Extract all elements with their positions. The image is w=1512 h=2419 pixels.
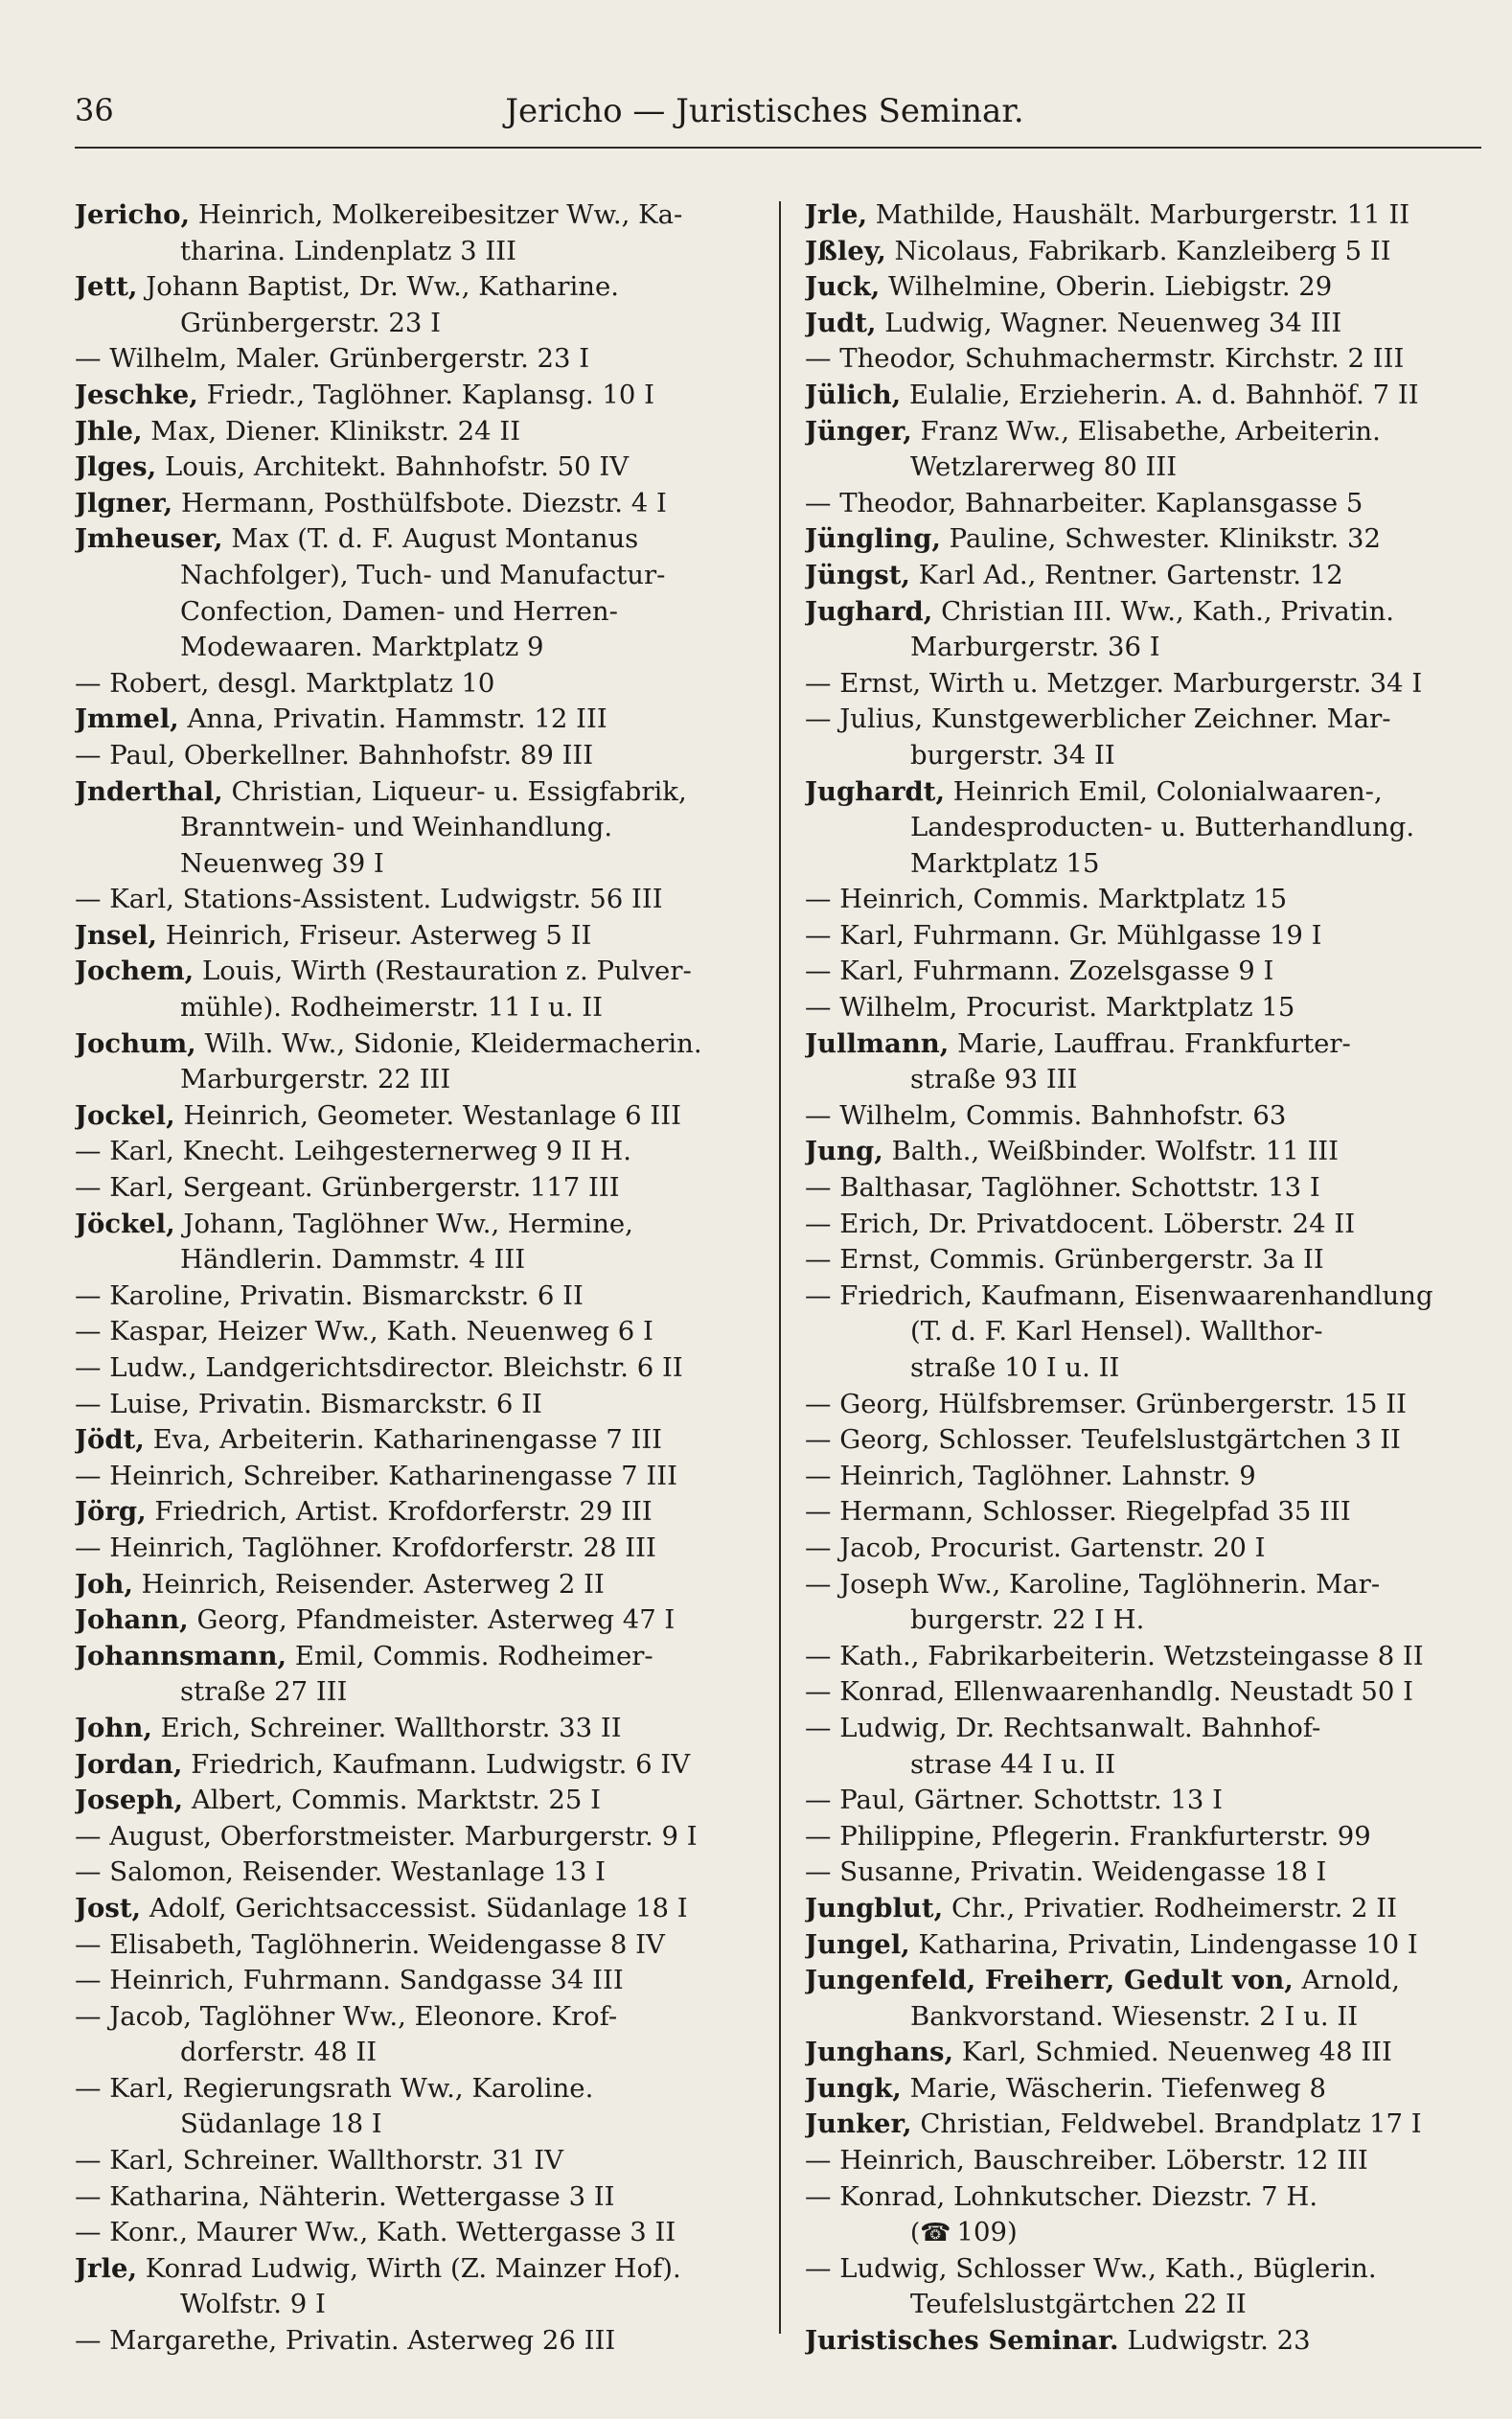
directory-entry-line — [805, 1207, 1480, 1243]
entry-text: Marie, Wäscherin. Tiefenweg 8 — [909, 2072, 1326, 2104]
directory-entry-line — [805, 1170, 1480, 1207]
entry-text: Georg, Pfandmeister. Asterweg 47 I — [196, 1604, 676, 1636]
entry-text: Christian III. Ww., Kath., Privatin. — [941, 595, 1395, 627]
entry-text: Georg, Hülfsbremser. Grünbergerstr. 15 II — [839, 1388, 1407, 1419]
entry-name: Jrle, — [805, 199, 868, 230]
directory-entry-line — [805, 1279, 1480, 1315]
page-header — [75, 92, 1455, 150]
entry-name: Jochum, — [75, 1027, 196, 1059]
directory-entry — [75, 1602, 755, 1639]
entry-text: Wolfstr. 9 I — [180, 2289, 326, 2320]
directory-entry-line — [75, 1674, 755, 1711]
entry-text: Heinrich, Molkereibesitzer Ww., Ka- — [197, 199, 683, 230]
directory-entry-line — [75, 1459, 755, 1495]
directory-entry-line — [805, 954, 1480, 990]
entry-text: Karoline, Privatin. Bismarckstr. 6 II — [109, 1279, 584, 1311]
entry-text: Eulalie, Erzieherin. A. d. Bahnhöf. 7 II — [908, 379, 1419, 410]
entry-text: (T. d. F. Karl Hensel). Wallthor- — [910, 1316, 1323, 1348]
directory-entry-line — [75, 1134, 755, 1170]
entry-text: Modewaaren. Marktplatz 9 — [180, 632, 544, 663]
directory-entry-line — [805, 1314, 1480, 1350]
entry-text: Karl, Stations-Assistent. Ludwigstr. 56 III — [109, 884, 663, 915]
entry-text: Christian, Feldwebel. Brandplatz 17 I — [920, 2108, 1422, 2140]
entry-name: Jöckel, — [75, 1208, 175, 1239]
directory-entry-line — [75, 1999, 755, 2036]
directory-entry-line — [75, 630, 755, 666]
entry-name: Juck, — [805, 271, 881, 303]
entry-text: Karl, Sergeant. Grünbergerstr. 117 III — [109, 1172, 620, 1204]
directory-entry-line — [805, 990, 1480, 1026]
entry-name: Jhle, — [75, 415, 143, 447]
entry-text: Marktplatz 15 — [910, 847, 1100, 879]
directory-entry-line — [75, 1279, 755, 1315]
directory-entry-line — [805, 2251, 1480, 2288]
directory-entry — [805, 1927, 1480, 1964]
directory-entry-line — [805, 1062, 1480, 1098]
directory-entry — [805, 594, 1480, 631]
directory-entry-line — [805, 1350, 1480, 1387]
entry-name: Jnderthal, — [75, 775, 223, 807]
directory-entry — [805, 2107, 1480, 2143]
entry-text: burgerstr. 22 I H. — [910, 1604, 1145, 1636]
directory-entry — [75, 378, 755, 414]
directory-entry — [75, 1567, 755, 1603]
entry-text: Max, Diener. Klinikstr. 24 II — [150, 415, 521, 447]
entry-name: Jughard, — [805, 595, 933, 627]
directory-entry — [805, 306, 1480, 342]
directory-entry-line — [75, 1170, 755, 1207]
entry-name: Jungblut, — [805, 1892, 944, 1924]
entry-text: Wilhelm, Commis. Bahnhofstr. 63 — [839, 1099, 1287, 1131]
entry-text: Theodor, Schuhmachermstr. Kirchstr. 2 III — [839, 343, 1405, 375]
entry-text: Anna, Privatin. Hammstr. 12 III — [187, 703, 607, 735]
entry-text: Karl, Schmied. Neuenweg 48 III — [961, 2037, 1392, 2068]
entry-text: Wetzlarerweg 80 III — [910, 451, 1178, 483]
directory-entry-line — [75, 2179, 755, 2216]
entry-text: Julius, Kunstgewerblicher Zeichner. Mar- — [839, 703, 1391, 735]
entry-name: Juristisches Seminar. — [805, 2325, 1119, 2357]
entry-text: dorferstr. 48 II — [180, 2037, 378, 2068]
entry-name: Jüngling, — [805, 523, 941, 555]
directory-entry-line — [75, 2071, 755, 2108]
entry-text: Friedrich, Kaufmann. Ludwigstr. 6 IV — [191, 1748, 691, 1780]
entry-name: Jünger, — [805, 415, 912, 447]
directory-entry — [75, 197, 755, 234]
entry-text: Katharina, Nähterin. Wettergasse 3 II — [109, 2180, 615, 2212]
directory-entry-line — [805, 2143, 1480, 2179]
directory-entry — [805, 414, 1480, 450]
directory-entry-line — [805, 1567, 1480, 1603]
entry-text: Balthasar, Taglöhner. Schottstr. 13 I — [839, 1172, 1320, 1204]
entry-text: mühle). Rodheimerstr. 11 I u. II — [180, 992, 603, 1024]
entry-name: Jödt, — [75, 1424, 145, 1456]
entry-name: Jüngst, — [805, 559, 910, 590]
entry-name: Jeschke, — [75, 379, 198, 410]
entry-text: Marburgerstr. 22 III — [180, 1064, 451, 1095]
entry-text: Erich, Schreiner. Wallthorstr. 33 II — [160, 1712, 622, 1743]
entry-text: straße 10 I u. II — [910, 1352, 1120, 1383]
entry-text: Teufelslustgärtchen 22 II — [910, 2289, 1247, 2320]
entry-text: Hermann, Posthülfsbote. Diezstr. 4 I — [181, 487, 667, 518]
entry-text: Wilhelmine, Oberin. Liebigstr. 29 — [888, 271, 1333, 303]
entry-text: Heinrich, Fuhrmann. Sandgasse 34 III — [109, 1965, 624, 1996]
directory-entry-line — [805, 1602, 1480, 1639]
entry-text: straße 27 III — [180, 1676, 348, 1708]
entry-text: Karl, Fuhrmann. Gr. Mühlgasse 19 I — [839, 919, 1322, 951]
entry-name: Jost, — [75, 1892, 142, 1924]
entry-text: Konr., Maurer Ww., Kath. Wettergasse 3 II — [109, 2217, 676, 2248]
entry-text: Hermann, Schlosser. Riegelpfad 35 III — [839, 1496, 1351, 1528]
directory-entry-line — [805, 1387, 1480, 1423]
entry-text: Karl, Knecht. Leihgesternerweg 9 II H. — [109, 1136, 632, 1167]
directory-entry — [805, 1026, 1480, 1063]
entry-text: Franz Ww., Elisabethe, Arbeiterin. — [920, 415, 1381, 447]
entry-text: Georg, Schlosser. Teufelslustgärtchen 3 II — [839, 1424, 1401, 1456]
directory-entry-line — [805, 1747, 1480, 1784]
directory-entry-line — [75, 234, 755, 270]
directory-entry — [805, 2071, 1480, 2108]
directory-entry-line — [75, 2323, 755, 2360]
entry-text: Mathilde, Haushält. Marburgerstr. 11 II — [875, 199, 1410, 230]
directory-entry — [805, 378, 1480, 414]
directory-entry-line — [805, 918, 1480, 955]
entry-text: Erich, Dr. Privatdocent. Löberstr. 24 II — [839, 1208, 1356, 1239]
directory-entry-line — [805, 2287, 1480, 2323]
entry-text: Louis, Architekt. Bahnhofstr. 50 IV — [165, 451, 630, 483]
entry-name: Jungenfeld, Freiherr, Gedult von, — [805, 1965, 1294, 1996]
directory-entry — [75, 521, 755, 558]
left-column — [75, 197, 755, 2360]
entry-text: Friedr., Taglöhner. Kaplansg. 10 I — [206, 379, 654, 410]
running-title: Jericho — Juristisches Seminar. — [505, 92, 1024, 130]
entry-text: Max (T. d. F. August Montanus — [231, 523, 639, 555]
entry-text: Landesproducten- u. Butterhandlung. — [910, 812, 1415, 843]
entry-text: Eva, Arbeiterin. Katharinengasse 7 III — [152, 1424, 663, 1456]
entry-name: Jericho, — [75, 199, 191, 230]
directory-entry-line — [805, 1999, 1480, 2036]
entry-text: Katharina, Privatin, Lindengasse 10 I — [918, 1928, 1418, 1960]
directory-entry-line — [75, 2107, 755, 2143]
entry-text: Nachfolger), Tuch- und Manufactur- — [180, 559, 666, 590]
entry-text: Karl, Regierungsrath Ww., Karoline. — [109, 2072, 594, 2104]
entry-text: Wilhelm, Maler. Grünbergerstr. 23 I — [109, 343, 590, 375]
directory-entry-line — [75, 738, 755, 774]
directory-entry — [805, 1891, 1480, 1927]
entry-text: strase 44 I u. II — [910, 1748, 1116, 1780]
right-column — [805, 197, 1480, 2360]
entry-name: Jlgner, — [75, 487, 173, 518]
entry-text: Konrad, Lohnkutscher. Diezstr. 7 H. — [839, 2180, 1318, 2212]
directory-entry — [805, 2323, 1480, 2360]
entry-text: Adolf, Gerichtsaccessist. Südanlage 18 I — [149, 1892, 688, 1924]
directory-entry-line — [75, 1062, 755, 1098]
entry-name: Jlges, — [75, 451, 157, 483]
entry-text: Bankvorstand. Wiesenstr. 2 I u. II — [910, 2000, 1359, 2032]
entry-text: Emil, Commis. Rodheimer- — [294, 1640, 653, 1671]
directory-entry — [805, 234, 1480, 270]
entry-text: Robert, desgl. Marktplatz 10 — [109, 667, 495, 699]
entry-text: Wilhelm, Procurist. Marktplatz 15 — [839, 992, 1295, 1024]
directory-entry-line — [75, 1927, 755, 1964]
entry-text: Paul, Gärtner. Schottstr. 13 I — [839, 1785, 1224, 1816]
entry-name: Jßley, — [805, 235, 886, 266]
directory-entry-line — [805, 2179, 1480, 2216]
directory-entry — [75, 2251, 755, 2288]
directory-entry-line — [805, 1531, 1480, 1567]
directory-entry — [75, 1207, 755, 1243]
directory-entry — [75, 1783, 755, 1819]
entry-text: Heinrich, Commis. Marktplatz 15 — [839, 884, 1288, 915]
directory-entry-line — [75, 846, 755, 883]
entry-name: Jockel, — [75, 1099, 175, 1131]
directory-entry — [75, 954, 755, 990]
directory-entry-line — [805, 1819, 1480, 1855]
directory-entry-line — [805, 341, 1480, 378]
entry-text: Margarethe, Privatin. Asterweg 26 III — [109, 2325, 616, 2357]
entry-text: Confection, Damen- und Herren- — [180, 595, 618, 627]
directory-entry — [75, 1422, 755, 1459]
entry-name: Jung, — [805, 1136, 883, 1167]
directory-entry — [75, 1026, 755, 1063]
directory-entry — [805, 269, 1480, 306]
directory-entry-line — [75, 990, 755, 1026]
entry-text: Heinrich Emil, Colonialwaaren-, — [952, 775, 1383, 807]
directory-entry-line — [75, 341, 755, 378]
entry-name: John, — [75, 1712, 152, 1743]
directory-entry-line — [75, 1387, 755, 1423]
entry-text: Salomon, Reisender. Westanlage 13 I — [109, 1856, 606, 1888]
directory-entry-line — [805, 1422, 1480, 1459]
directory-entry — [805, 2035, 1480, 2071]
directory-entry — [75, 1747, 755, 1784]
entry-text: Heinrich, Geometer. Westanlage 6 III — [183, 1099, 682, 1131]
column-divider — [779, 201, 781, 2334]
directory-entry-line — [75, 1963, 755, 1999]
directory-entry-line — [805, 1639, 1480, 1675]
directory-entry — [75, 269, 755, 306]
directory-entry-line — [75, 2287, 755, 2323]
entry-text: Louis, Wirth (Restauration z. Pulver- — [202, 956, 692, 987]
entry-text: Ernst, Commis. Grünbergerstr. 3a II — [839, 1244, 1324, 1276]
entry-text: Heinrich, Bauschreiber. Löberstr. 12 III — [839, 2145, 1368, 2177]
entry-name: Jungk, — [805, 2072, 902, 2104]
directory-entry — [75, 1494, 755, 1531]
entry-text: Heinrich, Reisender. Asterweg 2 II — [141, 1568, 605, 1600]
directory-entry — [805, 1134, 1480, 1170]
entry-text: 109) — [956, 2217, 1018, 2248]
directory-entry — [75, 449, 755, 486]
directory-entry-line — [805, 1494, 1480, 1531]
entry-text: Branntwein- und Weinhandlung. — [180, 812, 613, 843]
entry-name: Judt, — [805, 307, 877, 338]
directory-entry-line — [805, 449, 1480, 486]
entry-name: Jett, — [75, 271, 138, 303]
entry-text: Nicolaus, Fabrikarb. Kanzleiberg 5 II — [894, 235, 1391, 266]
entry-text: Wilh. Ww., Sidonie, Kleidermacherin. — [204, 1027, 702, 1059]
directory-entry-line — [805, 810, 1480, 846]
directory-entry-line — [805, 2215, 1480, 2251]
entry-text: burgerstr. 34 II — [910, 739, 1115, 771]
entry-text: Konrad Ludwig, Wirth (Z. Mainzer Hof). — [145, 2252, 681, 2284]
directory-entry — [75, 702, 755, 738]
entry-text: Marie, Lauffrau. Frankfurter- — [957, 1027, 1351, 1059]
entry-text: Paul, Oberkellner. Bahnhofstr. 89 III — [109, 739, 594, 771]
entry-text: Neuenweg 39 I — [180, 847, 384, 879]
entry-text: Johann Baptist, Dr. Ww., Katharine. — [146, 271, 619, 303]
entry-text: Kath., Fabrikarbeiterin. Wetzsteingasse 8 II — [839, 1640, 1424, 1671]
header-rule — [75, 147, 1481, 149]
entry-text: Kaspar, Heizer Ww., Kath. Neuenweg 6 I — [109, 1316, 653, 1348]
directory-entry-line — [805, 1459, 1480, 1495]
entry-text: Arnold, — [1301, 1965, 1400, 1996]
directory-entry-line — [75, 2143, 755, 2179]
entry-name: Johannsmann, — [75, 1640, 287, 1671]
directory-entry — [75, 1891, 755, 1927]
directory-entry-line — [805, 666, 1480, 703]
directory-entry-line — [75, 1855, 755, 1891]
directory-entry-line — [75, 882, 755, 918]
directory-entry-line — [805, 486, 1480, 522]
entry-name: Joseph, — [75, 1785, 184, 1816]
entry-text: tharina. Lindenplatz 3 III — [180, 235, 516, 266]
directory-entry-line — [75, 1819, 755, 1855]
directory-entry-line — [75, 1314, 755, 1350]
directory-entry — [805, 774, 1480, 811]
entry-text: Chr., Privatier. Rodheimerstr. 2 II — [951, 1892, 1398, 1924]
entry-name: Jrle, — [75, 2252, 138, 2284]
entry-name: Jnsel, — [75, 919, 158, 951]
directory-entry-line — [805, 1674, 1480, 1711]
entry-text: Heinrich, Taglöhner. Krofdorferstr. 28 III — [109, 1532, 656, 1563]
entry-text: Theodor, Bahnarbeiter. Kaplansgasse 5 — [839, 487, 1363, 518]
directory-entry — [75, 1639, 755, 1675]
entry-text: Ernst, Wirth u. Metzger. Marburgerstr. 34 I — [839, 667, 1423, 699]
entry-text: Ludwig, Schlosser Ww., Kath., Büglerin. — [839, 2252, 1377, 2284]
directory-entry — [75, 774, 755, 811]
directory-entry-line — [75, 1531, 755, 1567]
telephone-icon: (☎ — [910, 2219, 951, 2248]
entry-text: Ludw., Landgerichtsdirector. Bleichstr. 6 II — [109, 1352, 683, 1383]
entry-text: Balth., Weißbinder. Wolfstr. 11 III — [891, 1136, 1340, 1167]
directory-entry — [805, 1963, 1480, 1999]
entry-name: Jordan, — [75, 1748, 183, 1780]
directory-entry-line — [75, 666, 755, 703]
entry-text: Friedrich, Kaufmann, Eisenwaarenhandlung — [839, 1279, 1433, 1311]
entry-text: Ludwig, Dr. Rechtsanwalt. Bahnhof- — [839, 1712, 1321, 1743]
directory-entry-line — [805, 1783, 1480, 1819]
entry-text: Ludwig, Wagner. Neuenweg 34 III — [884, 307, 1342, 338]
entry-text: Marburgerstr. 36 I — [910, 632, 1160, 663]
entry-text: Joseph Ww., Karoline, Taglöhnerin. Mar- — [839, 1568, 1381, 1600]
entry-text: straße 93 III — [910, 1064, 1078, 1095]
entry-name: Jullmann, — [805, 1027, 950, 1059]
entry-name: Jmheuser, — [75, 523, 223, 555]
entry-name: Jmmel, — [75, 703, 179, 735]
directory-entry-line — [805, 630, 1480, 666]
directory-entry-line — [805, 1855, 1480, 1891]
directory-entry-line — [75, 810, 755, 846]
entry-text: Pauline, Schwester. Klinikstr. 32 — [949, 523, 1381, 555]
entry-text: Christian, Liqueur- u. Essigfabrik, — [231, 775, 687, 807]
entry-text: Ludwigstr. 23 — [1127, 2325, 1311, 2357]
entry-name: Jülich, — [805, 379, 902, 410]
entry-text: Konrad, Ellenwaarenhandlg. Neustadt 50 I — [839, 1676, 1413, 1708]
directory-entry — [75, 1711, 755, 1747]
directory-entry — [805, 558, 1480, 594]
directory-entry-line — [805, 846, 1480, 883]
entry-name: Junker, — [805, 2108, 912, 2140]
entry-text: Jacob, Procurist. Gartenstr. 20 I — [839, 1532, 1266, 1563]
directory-entry-line — [75, 558, 755, 594]
entry-text: Jacob, Taglöhner Ww., Eleonore. Krof- — [109, 2000, 618, 2032]
entry-text: Karl Ad., Rentner. Gartenstr. 12 — [918, 559, 1343, 590]
directory-entry — [805, 521, 1480, 558]
directory-entry-line — [805, 702, 1480, 738]
entry-text: Luise, Privatin. Bismarckstr. 6 II — [109, 1388, 542, 1419]
entry-name: Jörg, — [75, 1496, 147, 1528]
entry-text: Friedrich, Artist. Krofdorferstr. 29 III — [154, 1496, 653, 1528]
directory-entry-line — [805, 738, 1480, 774]
directory-entry — [75, 918, 755, 955]
entry-text: Heinrich, Taglöhner. Lahnstr. 9 — [839, 1460, 1256, 1491]
directory-entry — [805, 197, 1480, 234]
entry-text: Susanne, Privatin. Weidengasse 18 I — [839, 1856, 1327, 1888]
entry-text: Elisabeth, Taglöhnerin. Weidengasse 8 IV — [109, 1928, 665, 1960]
directory-entry-line — [75, 1350, 755, 1387]
entry-name: Johann, — [75, 1604, 189, 1636]
directory-entry — [75, 414, 755, 450]
directory-entry-line — [75, 306, 755, 342]
entry-text: Südanlage 18 I — [180, 2108, 382, 2140]
entry-text: Albert, Commis. Marktstr. 25 I — [191, 1785, 602, 1816]
directory-entry-line — [75, 2035, 755, 2071]
entry-text: Heinrich, Schreiber. Katharinengasse 7 III — [109, 1460, 678, 1491]
entry-text: Johann, Taglöhner Ww., Hermine, — [183, 1208, 633, 1239]
directory-entry-line — [75, 1242, 755, 1279]
directory-entry-line — [805, 1242, 1480, 1279]
entry-name: Jungel, — [805, 1928, 910, 1960]
entry-text: Philippine, Pflegerin. Frankfurterstr. 99 — [839, 1820, 1371, 1852]
entry-text: Karl, Fuhrmann. Zozelsgasse 9 I — [839, 956, 1274, 987]
entry-text: August, Oberforstmeister. Marburgerstr. 9 I — [109, 1820, 698, 1852]
directory-entry — [75, 486, 755, 522]
entry-text: Händlerin. Dammstr. 4 III — [180, 1244, 526, 1276]
directory-entry-line — [805, 882, 1480, 918]
directory-entry-line — [805, 1711, 1480, 1747]
entry-text: Heinrich, Friseur. Asterweg 5 II — [165, 919, 592, 951]
directory-entry — [75, 1098, 755, 1135]
entry-name: Jochem, — [75, 956, 195, 987]
directory-entry-line — [75, 594, 755, 631]
page-number: 36 — [75, 92, 114, 128]
entry-name: Joh, — [75, 1568, 133, 1600]
entry-name: Jughardt, — [805, 775, 946, 807]
entry-text: Karl, Schreiner. Wallthorstr. 31 IV — [109, 2145, 563, 2177]
directory-entry-line — [75, 2215, 755, 2251]
directory-entry-line — [805, 1098, 1480, 1135]
entry-text: Grünbergerstr. 23 I — [180, 307, 441, 338]
entry-name: Junghans, — [805, 2037, 954, 2068]
